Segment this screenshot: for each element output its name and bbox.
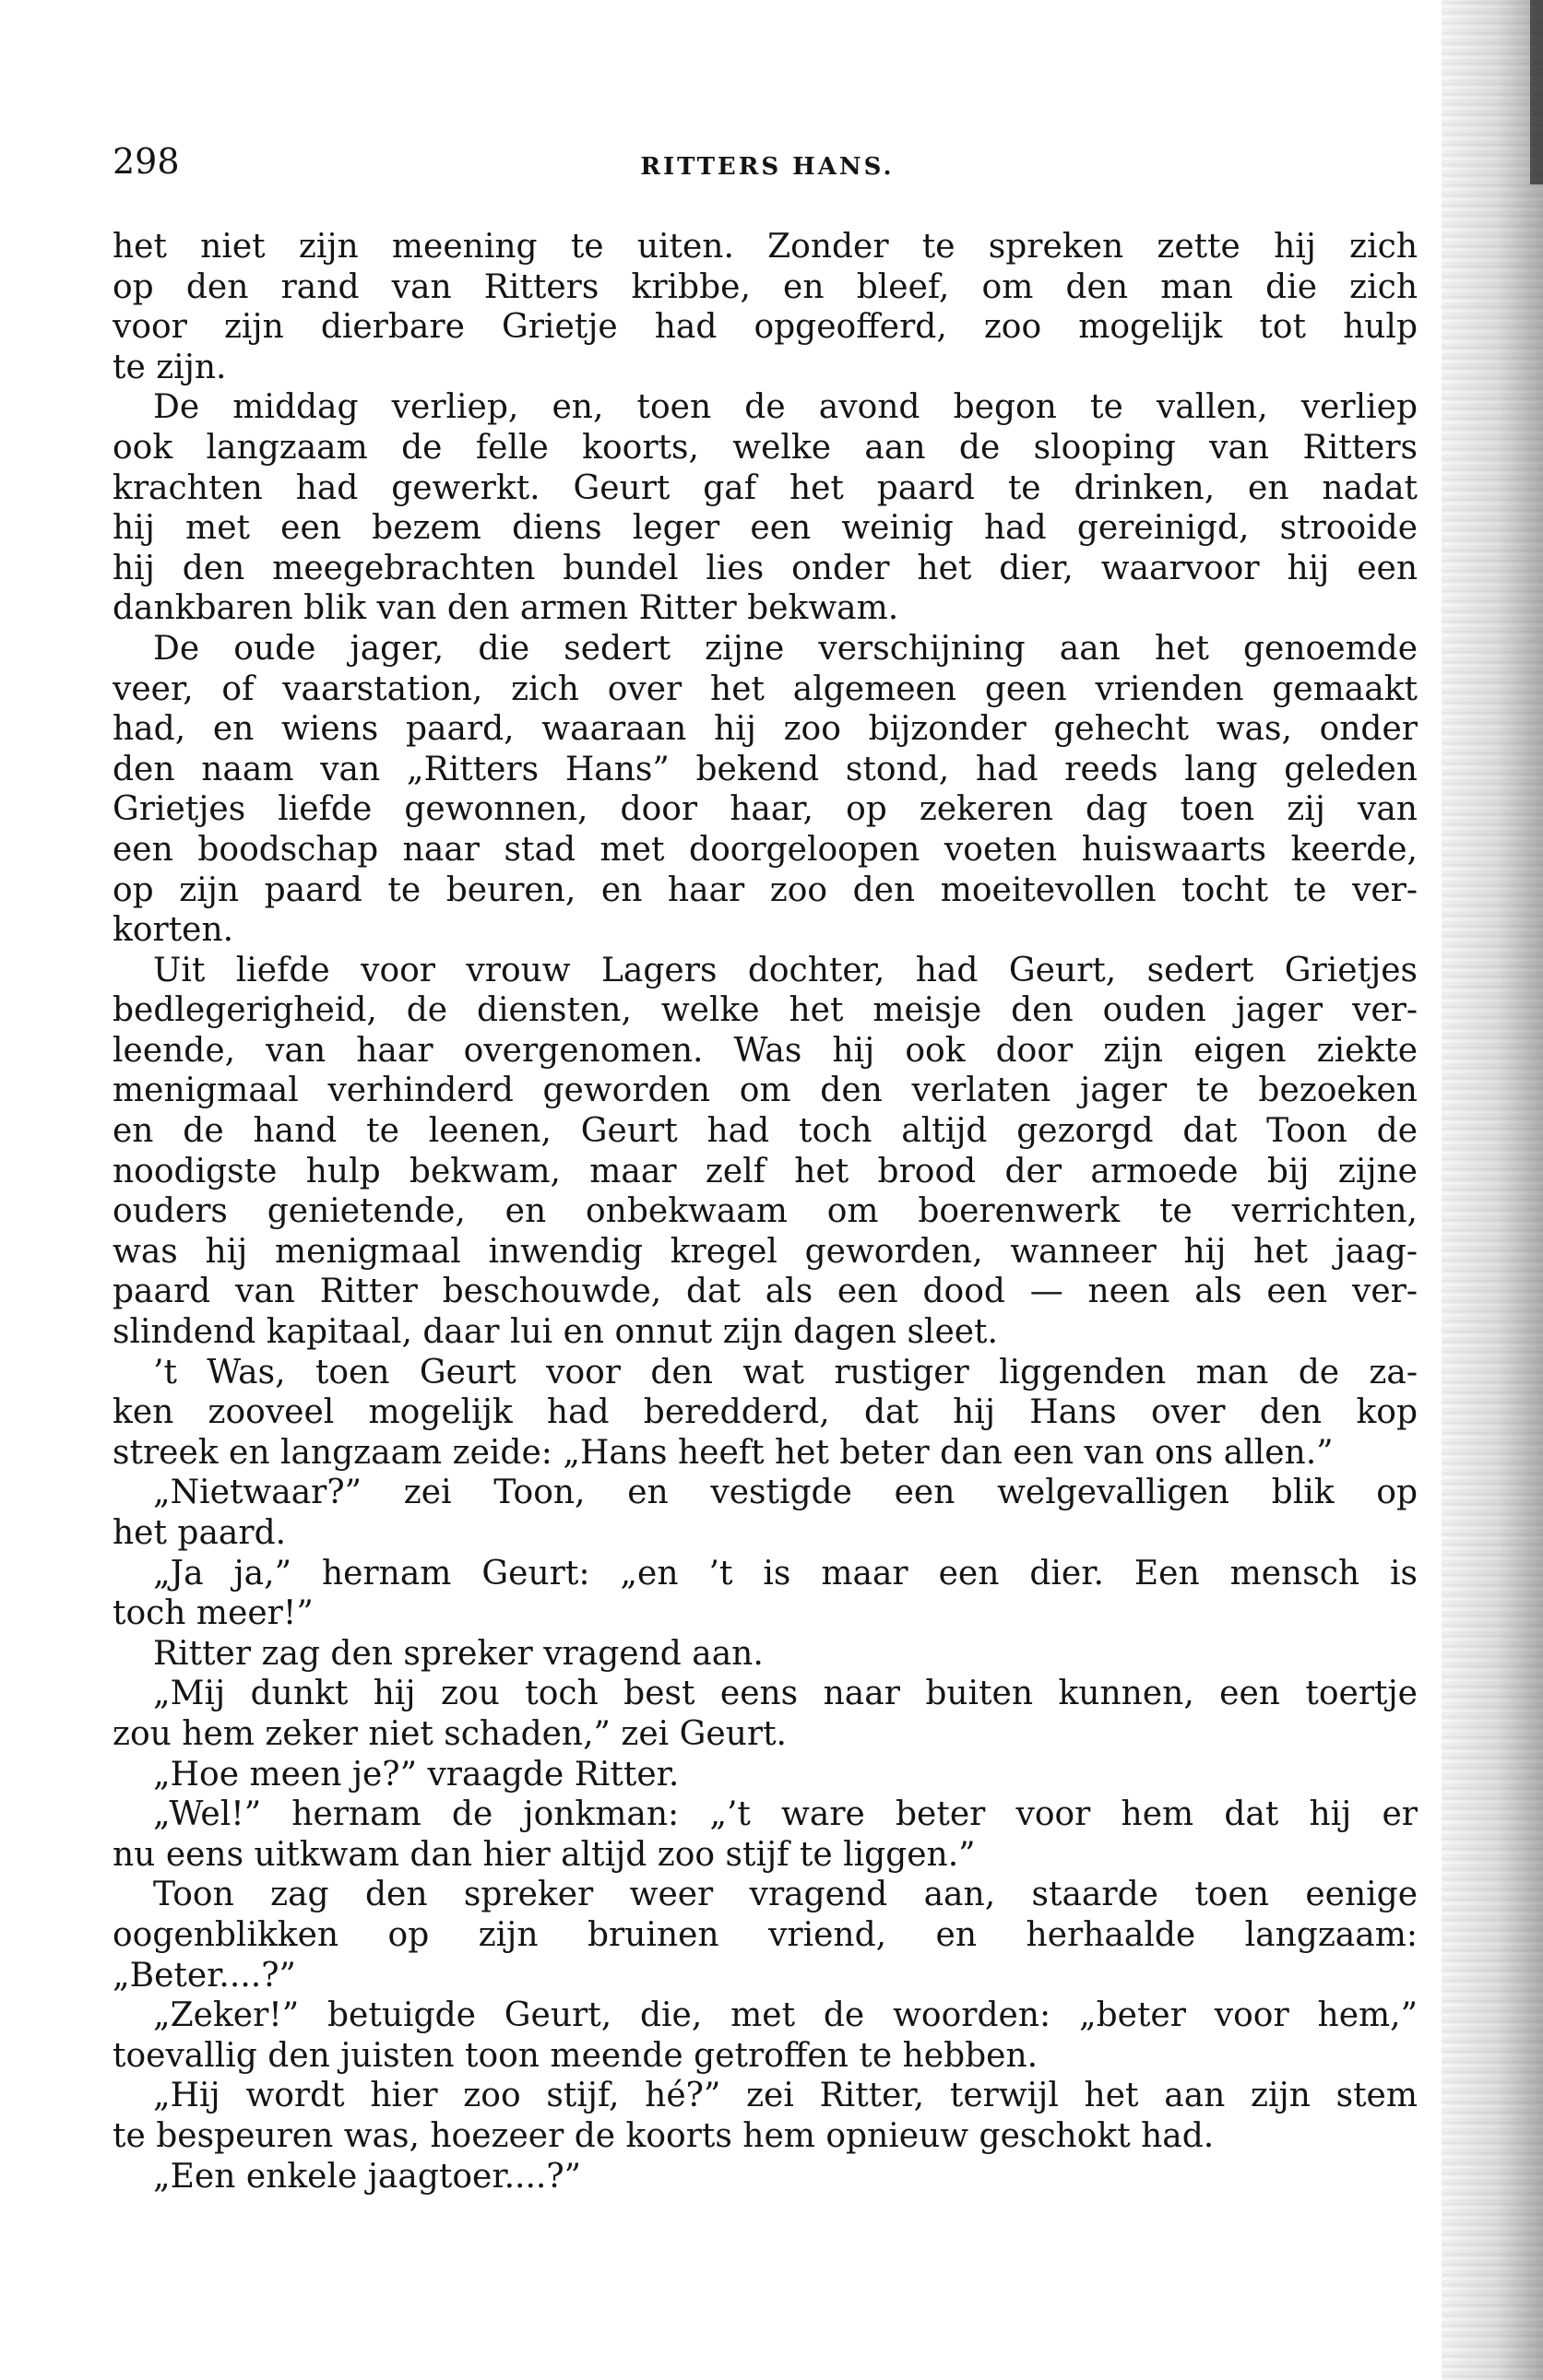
text-line: had, en wiens paard, waaraan hij zoo bijzonder gehecht was, onder (113, 710, 1418, 749)
text-line: toch meer!” (113, 1594, 314, 1633)
text-line: het paard. (113, 1514, 287, 1552)
text-line: zou hem zeker niet schaden,” zei Geurt. (113, 1714, 788, 1753)
text-line: „Hij wordt hier zoo stijf, hé?” zei Ritter, terwijl het aan zijn stem (153, 2077, 1418, 2115)
text-line: korten. (113, 911, 234, 950)
text-line: menigmaal verhinderd geworden om den verlaten jager te bezoeken (113, 1072, 1418, 1110)
text-line: te zijn. (113, 348, 227, 386)
text-line: noodigste hulp bekwam, maar zelf het brood der armoede bij zijne (113, 1152, 1418, 1190)
text-line: „Ja ja,” hernam Geurt: „en ’t is maar een dier. Een mensch is (153, 1554, 1418, 1593)
text-line: veer, of vaarstation, zich over het algemeen geen vrienden gemaakt (113, 669, 1418, 708)
text-line: „Wel!” hernam de jonkman: „’t ware beter voor hem dat hij er (153, 1795, 1418, 1834)
text-line: Ritter zag den spreker vragend aan. (153, 1634, 764, 1673)
text-line: het niet zijn meening te uiten. Zonder te spreken zette hij zich (113, 228, 1418, 266)
text-line: streek en langzaam zeide: „Hans heeft het beter dan een van ons allen.” (113, 1433, 1334, 1472)
text-line: oogenblikken op zijn bruinen vriend, en herhaalde langzaam: (113, 1915, 1418, 1954)
page-edge-shadow (1442, 0, 1543, 2380)
text-line: hij met een bezem diens leger een weinig had gereinigd, strooide (113, 509, 1418, 548)
text-line: „Een enkele jaagtoer....?” (153, 2157, 582, 2196)
text-line: hij den meegebrachten bundel lies onder het dier, waarvoor hij een (113, 549, 1418, 587)
text-line: „Zeker!” betuigde Geurt, die, met de woorden: „beter voor hem,” (153, 1996, 1418, 2035)
text-line: voor zijn dierbare Grietje had opgeofferd, zoo mogelijk tot hulp (113, 308, 1418, 347)
text-line: „Hoe meen je?” vraagde Ritter. (153, 1755, 680, 1794)
text-line: te bespeuren was, hoezeer de koorts hem opnieuw geschokt had. (113, 2116, 1215, 2155)
text-line: ook langzaam de felle koorts, welke aan de slooping van Ritters (113, 428, 1418, 467)
text-line: toevallig den juisten toon meende getroffen te hebben. (113, 2036, 1039, 2075)
text-line: „Beter....?” (113, 1956, 296, 1995)
text-line: op zijn paard te beuren, en haar zoo den moeitevollen tocht te ver- (113, 870, 1418, 909)
running-head: RITTERS HANS. (640, 153, 895, 181)
text-line: op den rand van Ritters kribbe, en bleef, om den man die zich (113, 267, 1418, 306)
text-line: Uit liefde voor vrouw Lagers dochter, had Geurt, sedert Grietjes (153, 951, 1418, 989)
body-text (113, 227, 1418, 2196)
text-line: ouders genietende, en onbekwaam om boerenwerk te verrichten, (113, 1192, 1418, 1231)
text-line: Toon zag den spreker weer vragend aan, staarde toen eenige (153, 1876, 1418, 1914)
text-line: ’t Was, toen Geurt voor den wat rustiger liggenden man de za- (153, 1353, 1418, 1391)
page-number: 298 (113, 141, 180, 182)
text-line: De middag verliep, en, toen de avond begon te vallen, verliep (153, 388, 1418, 427)
page-header (113, 138, 1422, 184)
text-line: „Nietwaar?” zei Toon, en vestigde een welgevalligen blik op (153, 1474, 1418, 1512)
text-line: den naam van „Ritters Hans” bekend stond, had reeds lang geleden (113, 750, 1418, 788)
text-line: dankbaren blik van den armen Ritter bekwam. (113, 589, 899, 628)
text-line: De oude jager, die sedert zijne verschijning aan het genoemde (153, 629, 1418, 668)
text-line: was hij menigmaal inwendig kregel geworden, wanneer hij het jaag- (113, 1232, 1418, 1271)
text-line: een boodschap naar stad met doorgeloopen voeten huiswaarts keerde, (113, 830, 1418, 869)
page-edge-dark (1530, 0, 1543, 184)
text-line: Grietjes liefde gewonnen, door haar, op zekeren dag toen zij van (113, 790, 1418, 829)
text-line: paard van Ritter beschouwde, dat als een dood — neen als een ver- (113, 1273, 1418, 1311)
text-line: en de hand te leenen, Geurt had toch altijd gezorgd dat Toon de (113, 1112, 1418, 1151)
text-line: leende, van haar overgenomen. Was hij ook door zijn eigen ziekte (113, 1031, 1418, 1070)
text-line: krachten had gewerkt. Geurt gaf het paard te drinken, en nadat (113, 468, 1418, 507)
text-line: nu eens uitkwam dan hier altijd zoo stijf te liggen.” (113, 1835, 976, 1874)
text-line: slindend kapitaal, daar lui en onnut zijn dagen sleet. (113, 1313, 998, 1352)
text-line: bedlegerigheid, de diensten, welke het meisje den ouden jager ver- (113, 991, 1418, 1030)
text-line: „Mij dunkt hij zou toch best eens naar buiten kunnen, een toertje (153, 1675, 1418, 1713)
text-line: ken zooveel mogelijk had beredderd, dat hij Hans over den kop (113, 1393, 1418, 1432)
